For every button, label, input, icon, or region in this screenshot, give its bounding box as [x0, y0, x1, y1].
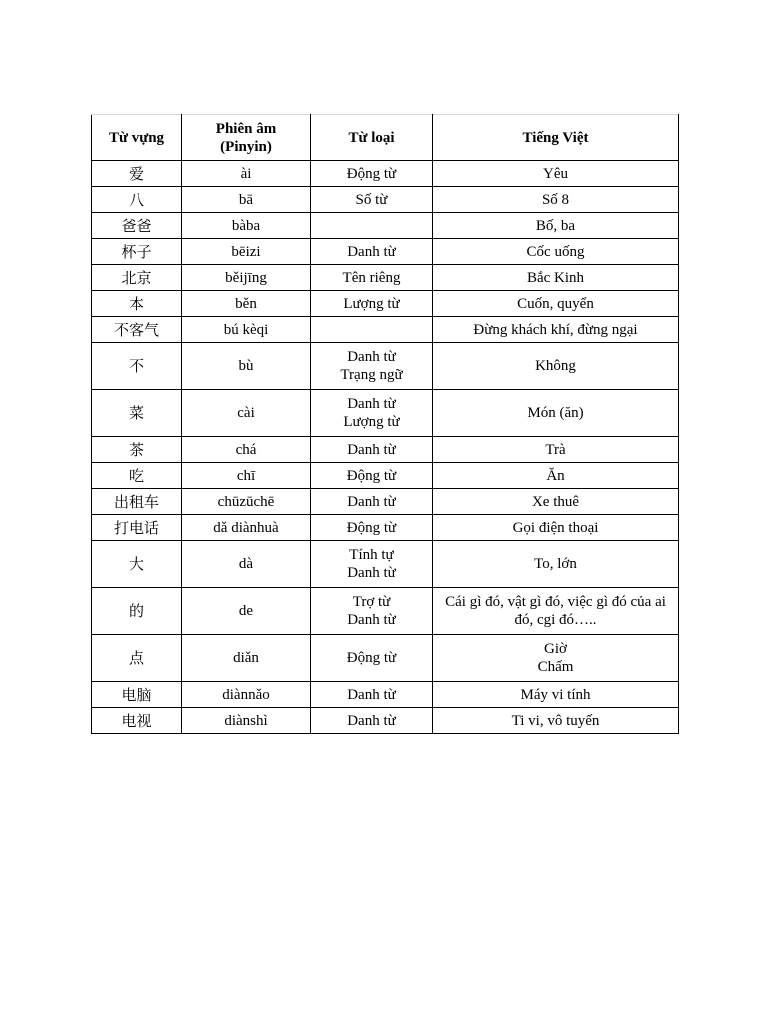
- cell-pinyin: bā: [182, 187, 311, 213]
- cell-part-of-speech: Danh từ: [311, 708, 433, 734]
- table-row: [92, 390, 679, 437]
- cell-part-of-speech: Danh từ: [311, 437, 433, 463]
- cell-word: 出租车: [92, 489, 182, 515]
- cell-part-of-speech: Danh từ: [311, 489, 433, 515]
- table-row: [92, 708, 679, 734]
- cell-word: 北京: [92, 265, 182, 291]
- table-row: [92, 463, 679, 489]
- table-row: [92, 317, 679, 343]
- cell-pinyin: ài: [182, 161, 311, 187]
- cell-part-of-speech: Động từ: [311, 515, 433, 541]
- cell-pinyin: bēizi: [182, 239, 311, 265]
- cell-pinyin: cài: [182, 390, 311, 437]
- table-row: [92, 437, 679, 463]
- cell-word: 八: [92, 187, 182, 213]
- cell-meaning: Bắc Kinh: [433, 265, 679, 291]
- cell-word: 电脑: [92, 682, 182, 708]
- table-row: [92, 213, 679, 239]
- cell-word: 杯子: [92, 239, 182, 265]
- cell-part-of-speech: Danh từ: [311, 239, 433, 265]
- cell-word: 菜: [92, 390, 182, 437]
- cell-word: 爸爸: [92, 213, 182, 239]
- cell-meaning: Cái gì đó, vật gì đó, việc gì đó của ai đó, cgi đó…..: [433, 588, 679, 635]
- cell-meaning: Giờ Chấm: [433, 635, 679, 682]
- cell-word: 打电话: [92, 515, 182, 541]
- cell-meaning: Cuốn, quyển: [433, 291, 679, 317]
- cell-pinyin: de: [182, 588, 311, 635]
- cell-pinyin: bú kèqi: [182, 317, 311, 343]
- cell-pinyin: chá: [182, 437, 311, 463]
- table-row: [92, 541, 679, 588]
- cell-meaning: Ăn: [433, 463, 679, 489]
- cell-meaning: To, lớn: [433, 541, 679, 588]
- table-header-row: [92, 115, 679, 161]
- cell-part-of-speech: Động từ: [311, 463, 433, 489]
- cell-pinyin: chūzūchē: [182, 489, 311, 515]
- cell-part-of-speech: Số từ: [311, 187, 433, 213]
- cell-part-of-speech: [311, 317, 433, 343]
- cell-word: 爱: [92, 161, 182, 187]
- cell-meaning: Trà: [433, 437, 679, 463]
- cell-pinyin: bàba: [182, 213, 311, 239]
- cell-word: 电视: [92, 708, 182, 734]
- cell-meaning: Bố, ba: [433, 213, 679, 239]
- cell-word: 吃: [92, 463, 182, 489]
- cell-pinyin: dà: [182, 541, 311, 588]
- cell-meaning: Đừng khách khí, đừng ngại: [433, 317, 679, 343]
- header-vietnamese: Tiếng Việt: [433, 115, 679, 161]
- header-part-of-speech: Từ loại: [311, 115, 433, 161]
- cell-word: 本: [92, 291, 182, 317]
- cell-meaning: Máy vi tính: [433, 682, 679, 708]
- cell-word: 不客气: [92, 317, 182, 343]
- table-row: [92, 239, 679, 265]
- cell-meaning: Cốc uống: [433, 239, 679, 265]
- cell-pinyin: běn: [182, 291, 311, 317]
- table-row: [92, 291, 679, 317]
- cell-part-of-speech: Trợ từ Danh từ: [311, 588, 433, 635]
- table-row: [92, 265, 679, 291]
- cell-pinyin: diǎn: [182, 635, 311, 682]
- cell-part-of-speech: Danh từ Lượng từ: [311, 390, 433, 437]
- cell-part-of-speech: Tính tự Danh từ: [311, 541, 433, 588]
- cell-meaning: Món (ăn): [433, 390, 679, 437]
- cell-meaning: Không: [433, 343, 679, 390]
- cell-meaning: Gọi điện thoại: [433, 515, 679, 541]
- table-row: [92, 489, 679, 515]
- cell-meaning: Số 8: [433, 187, 679, 213]
- cell-pinyin: běijīng: [182, 265, 311, 291]
- cell-word: 点: [92, 635, 182, 682]
- table-row: [92, 161, 679, 187]
- cell-word: 茶: [92, 437, 182, 463]
- cell-word: 的: [92, 588, 182, 635]
- cell-part-of-speech: Động từ: [311, 635, 433, 682]
- cell-pinyin: diànshì: [182, 708, 311, 734]
- cell-part-of-speech: Danh từ Trạng ngữ: [311, 343, 433, 390]
- cell-part-of-speech: Lượng từ: [311, 291, 433, 317]
- header-word: Từ vựng: [92, 115, 182, 161]
- cell-meaning: Xe thuê: [433, 489, 679, 515]
- header-pinyin: Phiên âm (Pinyin): [182, 115, 311, 161]
- cell-part-of-speech: Danh từ: [311, 682, 433, 708]
- cell-pinyin: dǎ diànhuà: [182, 515, 311, 541]
- vocabulary-table: [91, 114, 679, 734]
- cell-part-of-speech: Tên riêng: [311, 265, 433, 291]
- table-row: [92, 588, 679, 635]
- cell-word: 大: [92, 541, 182, 588]
- table-row: [92, 187, 679, 213]
- table-row: [92, 682, 679, 708]
- cell-pinyin: chī: [182, 463, 311, 489]
- table-row: [92, 515, 679, 541]
- cell-pinyin: diànnǎo: [182, 682, 311, 708]
- cell-part-of-speech: [311, 213, 433, 239]
- cell-pinyin: bù: [182, 343, 311, 390]
- table-row: [92, 343, 679, 390]
- cell-meaning: Ti vi, vô tuyến: [433, 708, 679, 734]
- table-row: [92, 635, 679, 682]
- cell-part-of-speech: Động từ: [311, 161, 433, 187]
- cell-meaning: Yêu: [433, 161, 679, 187]
- cell-word: 不: [92, 343, 182, 390]
